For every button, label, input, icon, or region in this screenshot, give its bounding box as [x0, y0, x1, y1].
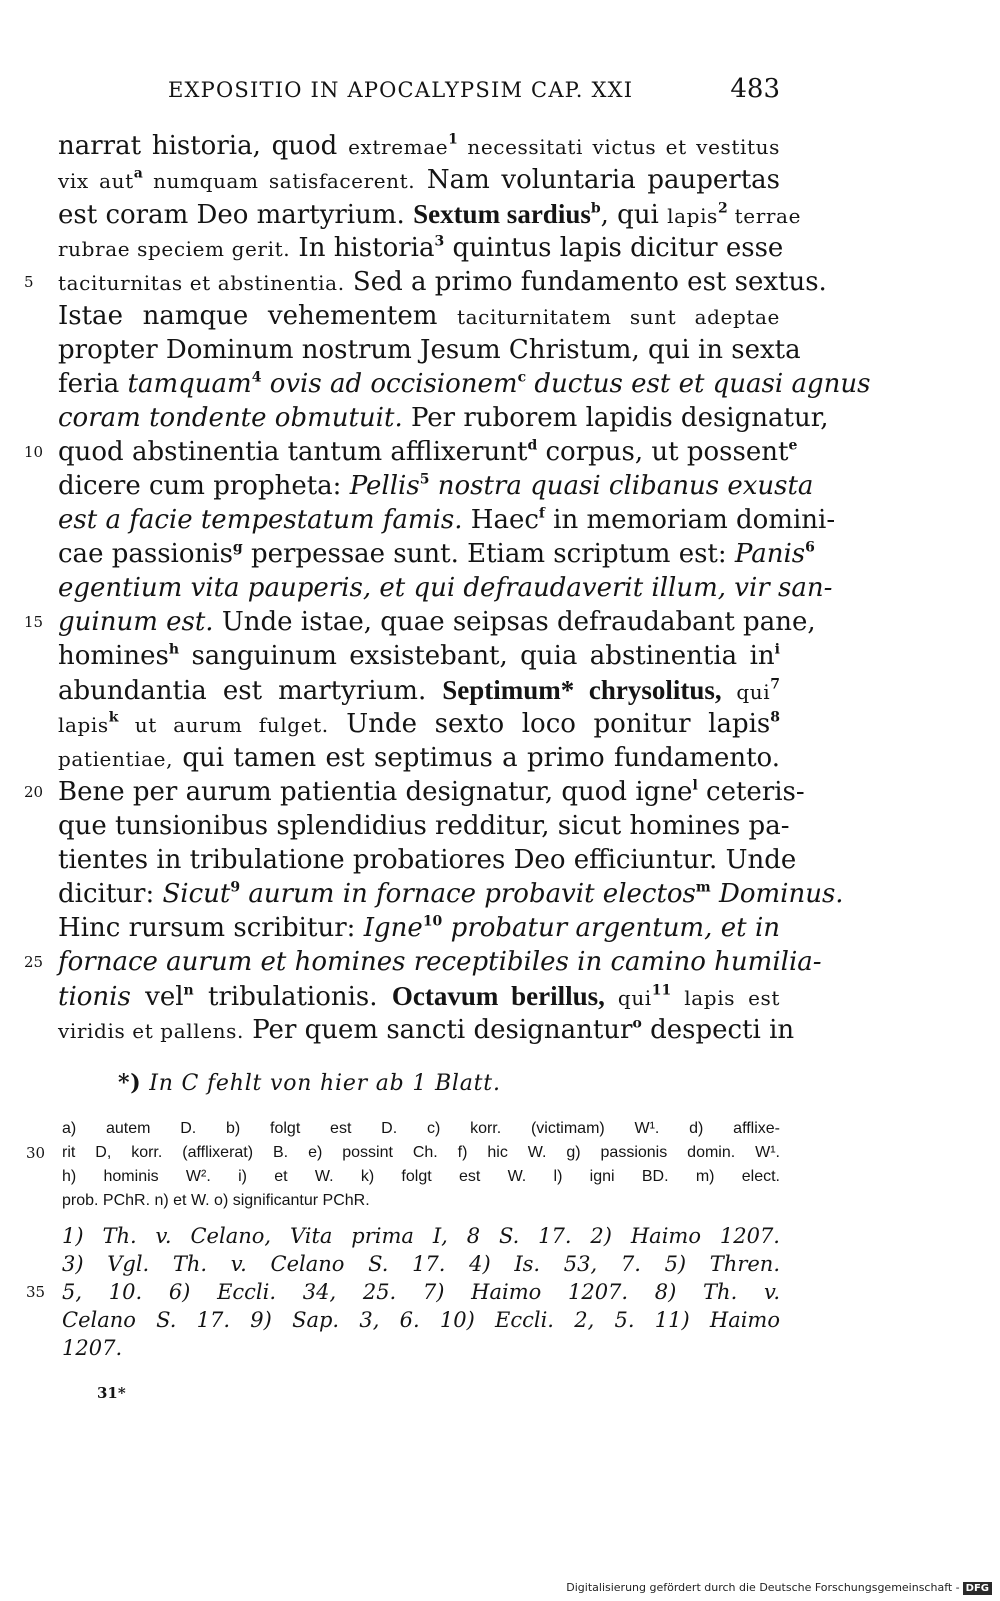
- text-line: que tunsionibus splendidius redditur, sicut homines pa-: [58, 811, 790, 841]
- text-line: coram tondente obmutuit. Per ruborem lapidis designatur,: [58, 403, 829, 433]
- running-head: [168, 74, 780, 108]
- text-line: vix aut$^a$ numquam satisfacerent. Nam voluntaria paupertas: [58, 165, 781, 195]
- running-head-title: EXPOSITIO IN APOCALYPSIM CAP. XXI: [168, 78, 634, 102]
- source-line: 3) Vgl. Th. v. Celano S. 17. 4) Is. 53, 7. 5) Thren.: [62, 1252, 780, 1276]
- text-line: feria tamquam$^4$ ovis ad occisionem$^c$ ductus est et quasi agnus: [58, 369, 871, 399]
- page-number: 483: [730, 74, 780, 104]
- text-line: tientes in tribulatione probatiores Deo efficiuntur. Unde: [58, 845, 797, 875]
- text-line: viridis et pallens. Per quem sancti designantur$^o$ despecti in: [58, 1015, 795, 1045]
- signature-mark: 31*: [97, 1384, 126, 1402]
- apparatus-line: prob. PChR. n) et W. o) significantur PChR.: [62, 1192, 370, 1209]
- digitization-credit: Digitalisierung gefördert durch die Deutsche Forschungsgemeinschaft - DFG: [566, 1581, 992, 1595]
- source-line: 1207.: [62, 1336, 123, 1360]
- text-line: cae passionis$^g$ perpessae sunt. Etiam scriptum est: Panis$^6$: [58, 539, 815, 569]
- text-line: propter Dominum nostrum Jesum Christum, qui in sexta: [58, 335, 801, 365]
- text-line: tionis vel$^n$ tribulationis. Octavum berillus, qui$^{11}$ lapis est: [58, 981, 781, 1012]
- source-notes: [26, 1222, 780, 1362]
- line-number: 5: [24, 273, 34, 291]
- dfg-logo: DFG: [963, 1582, 992, 1595]
- line-number: 30: [26, 1144, 46, 1162]
- text-line: lapis$^k$ ut aurum fulget. Unde sexto loco ponitur lapis$^8$: [58, 709, 780, 739]
- text-line: rubrae speciem gerit. In historia$^3$ quintus lapis dicitur esse: [58, 233, 784, 263]
- source-line: 1) Th. v. Celano, Vita prima I, 8 S. 17. 2) Haimo 1207.: [62, 1224, 780, 1248]
- source-line: 35 5, 10. 6) Eccli. 34, 25. 7) Haimo 1207. 8) Th. v.: [26, 1280, 780, 1304]
- editorial-remark: *) In C fehlt von hier ab 1 Blatt.: [118, 1070, 501, 1096]
- line-number: 10: [24, 443, 44, 461]
- line-number: 25: [24, 953, 44, 971]
- text-line: dicitur: Sicut$^9$ aurum in fornace probavit electos$^m$ Dominus.: [58, 879, 844, 909]
- apparatus-line: a) autem D. b) folgt est D. c) korr. (victimam) W¹. d) afflixe-: [62, 1120, 780, 1137]
- apparatus-line: 30 rit D, korr. (afflixerat) B. e) possint Ch. f) hic W. g) passionis domin. W¹.: [62, 1141, 780, 1165]
- text-line: dicere cum propheta: Pellis$^5$ nostra quasi clibanus exusta: [58, 471, 814, 501]
- text-line: Hinc rursum scribitur: Igne$^{10}$ probatur argentum, et in: [58, 913, 780, 943]
- text-line: 10 quod abstinentia tantum afflixerunt$^d$ corpus, ut possent$^e$: [24, 437, 798, 467]
- source-line: Celano S. 17. 9) Sap. 3, 6. 10) Eccli. 2, 5. 11) Haimo: [62, 1308, 780, 1332]
- text-line: homines$^h$ sanguinum exsistebant, quia abstinentia $in^i$: [58, 641, 780, 671]
- line-number: 15: [24, 613, 44, 631]
- line-number: 35: [26, 1283, 46, 1301]
- text-line: narrat historia, quod extremae$^1$ necessitati victus et vestitus: [58, 131, 780, 161]
- critical-apparatus: [26, 1117, 780, 1213]
- main-text: [24, 129, 871, 1047]
- line-number: 20: [24, 783, 44, 801]
- text-line: est a facie tempestatum famis. Haec$^f$ in memoriam domini-: [58, 505, 836, 535]
- text-line: est coram Deo martyrium. Sextum sardius$^b$, qui lapis$^2$ terrae: [58, 199, 801, 230]
- text-line: 20 Bene per aurum patientia designatur, quod igne$^l$ ceteris-: [24, 777, 805, 807]
- text-line: Istae namque vehementem taciturnitatem sunt adeptae: [58, 301, 780, 331]
- text-line: 25 fornace aurum et homines receptibiles in camino humilia-: [24, 947, 822, 977]
- apparatus-line: h) hominis W². i) et W. k) folgt est W. l) igni BD. m) elect.: [62, 1168, 780, 1185]
- text-line: 15 guinum est. Unde istae, quae seipsas defraudabant pane,: [24, 607, 816, 637]
- text-line: 5 taciturnitas et abstinentia. Sed a primo fundamento est sextus.: [24, 267, 827, 297]
- text-line: patientiae, qui tamen est septimus a primo fundamento.: [58, 743, 780, 773]
- text-line: abundantia est martyrium. Septimum* chrysolitus, qui$^7$: [58, 675, 780, 706]
- text-line: egentium vita pauperis, et qui defraudaverit illum, vir san-: [58, 573, 833, 603]
